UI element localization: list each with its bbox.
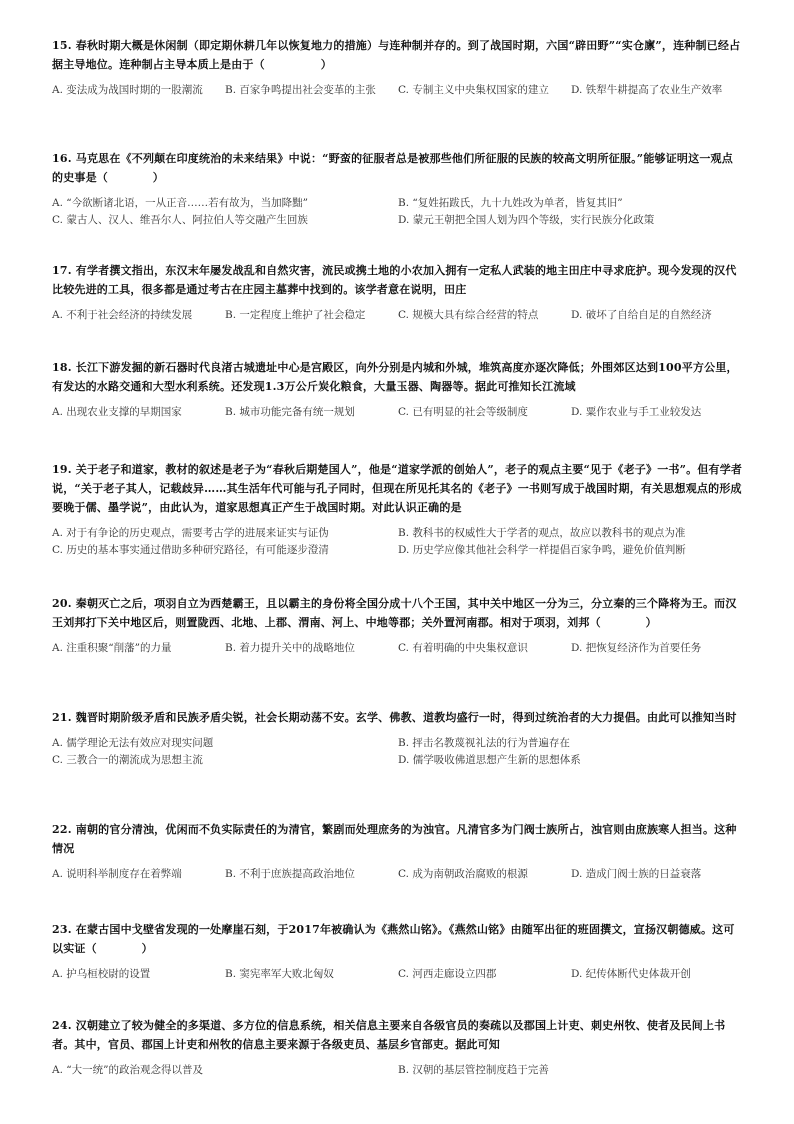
options: [52, 966, 744, 983]
option-b[interactable]: B. 教科书的权威性大于学者的观点，故应以教科书的观点为准: [398, 527, 686, 539]
option-b[interactable]: B. 不利于庶族提高政治地位: [225, 868, 355, 880]
option-d[interactable]: D. 儒学吸收佛道思想产生新的思想体系: [398, 754, 581, 766]
option-c[interactable]: C. 蒙古人、汉人、维吾尔人、阿拉伯人等交融产生回族: [52, 214, 308, 226]
option-a[interactable]: A. 不利于社会经济的持续发展: [52, 309, 193, 321]
option-b[interactable]: B. 着力提升关中的战略地位: [225, 642, 355, 654]
question-stem: 19. 关于老子和道家，教材的叙述是老子为“春秋后期楚国人”，他是“道家学派的创始人”，老子的观点主要“见于《老子》一书”。但有学者说，“关于老子其人，记载歧异……其生活年代可能与孔子同时，但现在所见托其名的《老子》一书则写成于战国时期，有关思想观点的形成要晚于儒、墨学说”，由此认为，道家思想真正产生于战国时期。对此认识正确的是: [52, 463, 743, 514]
option-c[interactable]: C. 历史的基本事实通过借助多种研究路径，有可能逐步澄清: [52, 544, 329, 556]
option-a[interactable]: A. 出现农业支撑的早期国家: [52, 406, 182, 418]
options: [52, 640, 744, 657]
option-d[interactable]: D. 蒙元王朝把全国人划为四个等级，实行民族分化政策: [398, 214, 655, 226]
question-stem: 20. 秦朝灭亡之后，项羽自立为西楚霸王，且以霸主的身份将全国分成十八个王国，其中关中地区一分为三，分立秦的三个降将为王。而汉王刘邦打下关中地区后，则置陇西、北地、上郡、渭南、河上、中地等郡；关外置河南郡。相对于项羽，刘邦（ ）: [52, 597, 737, 629]
option-c[interactable]: C. 规模大具有综合经营的特点: [398, 309, 539, 321]
option-d[interactable]: D. 铁犁牛耕提高了农业生产效率: [571, 84, 723, 96]
options: [52, 195, 744, 229]
option-a[interactable]: A. “大一统”的政治观念得以普及: [52, 1064, 203, 1076]
options: [52, 404, 744, 421]
question-stem: 22. 南朝的官分清浊，优闲而不负实际责任的为清官，繁剧而处理庶务的为浊官。凡清官多为门阀士族所占，浊官则由庶族寒人担当。这种情况: [52, 823, 737, 855]
question-stem: 17. 有学者撰文指出，东汉末年屡发战乱和自然灾害，流民或携土地的小农加入拥有一定私人武装的地主田庄中寻求庇护。现今发现的汉代比较先进的工具，很多都是通过考古在庄园主墓葬中找到的。该学者意在说明，田庄: [52, 264, 737, 296]
question-stem: 18. 长江下游发掘的新石器时代良渚古城遗址中心是宫殿区，向外分别是内城和外城，堆筑高度亦逐次降低；外围郊区达到100平方公里，有发达的水路交通和大型水利系统。还发现1.3万公斤炭化粮食，大量玉器、陶器等。据此可推知长江流域: [52, 361, 738, 393]
question-21: [52, 708, 744, 769]
question-20: [52, 594, 744, 657]
option-c[interactable]: C. 有着明确的中央集权意识: [398, 642, 528, 654]
question-17: [52, 261, 744, 324]
option-a[interactable]: A. 注重积聚“削藩”的力量: [52, 642, 172, 654]
option-b[interactable]: B. 城市功能完备有统一规划: [225, 406, 355, 418]
option-b[interactable]: B. 窦宪率军大败北匈奴: [225, 968, 334, 980]
question-22: [52, 820, 744, 883]
option-d[interactable]: D. 破坏了自给自足的自然经济: [571, 309, 712, 321]
option-d[interactable]: D. 粟作农业与手工业较发达: [571, 406, 702, 418]
option-b[interactable]: B. 抨击名教蔑视礼法的行为普遍存在: [398, 737, 570, 749]
option-b[interactable]: B. 汉朝的基层管控制度趋于完善: [398, 1064, 549, 1076]
options: [52, 866, 744, 883]
option-a[interactable]: A. 说明科举制度存在着弊端: [52, 868, 182, 880]
option-a[interactable]: A. 变法成为战国时期的一股潮流: [52, 84, 203, 96]
question-18: [52, 358, 744, 421]
option-b[interactable]: B. 百家争鸣提出社会变革的主张: [225, 84, 376, 96]
option-c[interactable]: C. 河西走廊设立四郡: [398, 968, 497, 980]
option-c[interactable]: C. 三教合一的潮流成为思想主流: [52, 754, 203, 766]
question-stem: 23. 在蒙古国中戈壁省发现的一处摩崖石刻，于2017年被确认为《燕然山铭》。《燕然山铭》由随军出征的班固撰文，宣扬汉朝德威。这可以实证（ ）: [52, 923, 735, 955]
question-15: [52, 36, 744, 99]
option-d[interactable]: D. 造成门阀士族的日益衰落: [571, 868, 702, 880]
option-d[interactable]: D. 纪传体断代史体裁开创: [571, 968, 691, 980]
option-c[interactable]: C. 专制主义中央集权国家的建立: [398, 84, 549, 96]
question-stem: 24. 汉朝建立了较为健全的多渠道、多方位的信息系统，相关信息主要来自各级官员的奏疏以及郡国上计吏、刺史州牧、使者及民间上书者。其中，官员、郡国上计吏和州牧的信息主要来源于各级吏员、基层乡官部吏。据此可知: [52, 1019, 726, 1051]
option-d[interactable]: D. 把恢复经济作为首要任务: [571, 642, 702, 654]
options: [52, 82, 744, 99]
question-stem: 15. 春秋时期大概是休闲制（即定期休耕几年以恢复地力的措施）与连种制并存的。到了战国时期，六国“辟田野”“实仓廪”，连种制已经占据主导地位。连种制占主导本质上是由于（ ）: [52, 39, 741, 71]
option-c[interactable]: C. 成为南朝政治腐败的根源: [398, 868, 528, 880]
question-23: [52, 920, 744, 983]
question-stem: 21. 魏晋时期阶级矛盾和民族矛盾尖锐，社会长期动荡不安。玄学、佛教、道教均盛行一时，得到过统治者的大力提倡。由此可以推知当时: [52, 711, 737, 724]
option-a[interactable]: A. 对于有争论的历史观点，需要考古学的进展来证实与证伪: [52, 527, 329, 539]
question-24: [52, 1016, 744, 1079]
options: [52, 735, 744, 769]
question-16: [52, 149, 744, 229]
option-a[interactable]: A. “今欲断诸北语，一从正音……若有故为，当加降黜”: [52, 197, 308, 209]
option-b[interactable]: B. 一定程度上维护了社会稳定: [225, 309, 366, 321]
option-d[interactable]: D. 历史学应像其他社会科学一样提倡百家争鸣，避免价值判断: [398, 544, 686, 556]
option-a[interactable]: A. 儒学理论无法有效应对现实问题: [52, 737, 214, 749]
option-b[interactable]: B. “复姓拓跋氏，九十九姓改为单者，皆复其旧”: [398, 197, 623, 209]
options: [52, 525, 744, 559]
option-c[interactable]: C. 已有明显的社会等级制度: [398, 406, 528, 418]
question-stem: 16. 马克思在《不列颠在印度统治的未来结果》中说：“野蛮的征服者总是被那些他们所征服的民族的较高文明所征服。”能够证明这一观点的史事是（ ）: [52, 152, 733, 184]
options: [52, 307, 744, 324]
option-a[interactable]: A. 护乌桓校尉的设置: [52, 968, 151, 980]
question-19: [52, 460, 744, 559]
options: [52, 1062, 744, 1079]
